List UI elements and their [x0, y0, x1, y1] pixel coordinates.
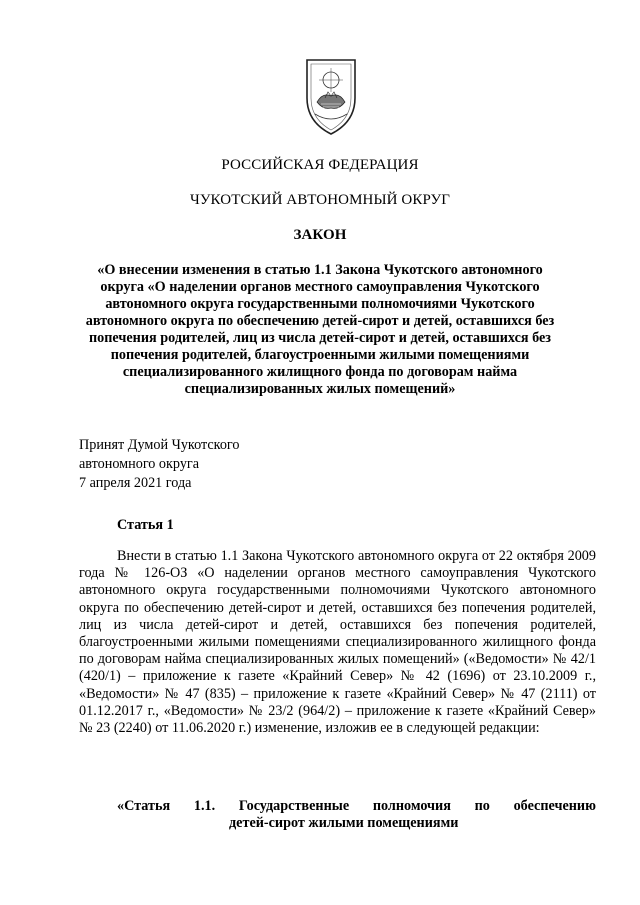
country-name: РОССИЙСКАЯ ФЕДЕРАЦИЯ: [221, 157, 419, 173]
amended-article-word: по: [474, 798, 490, 814]
region-name: ЧУКОТСКИЙ АВТОНОМНЫЙ ОКРУГ: [189, 192, 451, 208]
law-title-line: специализированных жилых помещений»: [184, 381, 456, 397]
adoption-date: 7 апреля 2021 года: [79, 475, 192, 491]
law-title-line: попечения родителей, лиц из числа детей-сирот и детей, оставшихся без: [88, 330, 552, 346]
adoption-line: автономного округа: [79, 456, 200, 472]
adoption-line: Принят Думой Чукотского: [79, 437, 240, 453]
amended-article-word: полномочия: [372, 798, 451, 814]
law-title-line: округа «О наделении органов местного самоуправления Чукотского: [100, 279, 540, 295]
amended-article-word: обеспечению: [513, 798, 596, 814]
article-body: Внести в статью 1.1 Закона Чукотского автономного округа от 22 октября 2009 года № 126-ОЗ «О наделении органов местного самоуправления Чукотского автономного округа государственными полномочиями Чукотского автономного округа по обеспечению детей-сирот и детей, оставшихся без попечения родителей, лиц из числа детей-сирот и детей, оставшихся без попечения родителей, благоустроенными жилыми помещениями специализированного жилищного фонда по договорам найма специализированных жилых помещений» («Ведомости» № 42/1 (420/1) – приложение к газете «Крайний Север» № 42 (1696) от 23.10.2009 г., «Ведомости» № 47 (835) – приложение к газете «Крайний Север» № 47 (2111) от 01.12.2017 г., «Ведомости» № 23/2 (964/2) – приложение к газете «Крайний Север» № 23 (2240) от 11.06.2020 г.) изменение, изложив ее в следующей редакции:: [79, 548, 596, 737]
adoption-info: [79, 436, 239, 493]
document-type: ЗАКОН: [293, 227, 347, 243]
amended-article-prefix: «Статья: [117, 798, 171, 814]
amended-article-title-cont: детей-сирот жилыми помещениями: [229, 815, 459, 832]
amended-article-word: Государственные: [238, 798, 350, 814]
coat-of-arms-icon: [303, 58, 359, 136]
article-heading: Статья 1: [117, 517, 174, 533]
law-title-line: «О внесении изменения в статью 1.1 Закона Чукотского автономного: [97, 262, 543, 278]
amended-article-heading: [117, 798, 596, 833]
law-title: [60, 262, 580, 398]
law-title-line: специализированного жилищного фонда по договорам найма: [122, 364, 518, 380]
amended-article-number: 1.1.: [193, 798, 216, 814]
law-title-line: автономного округа по обеспечению детей-сирот и детей, оставшихся без: [85, 313, 555, 329]
law-title-line: автономного округа государственными полномочиями Чукотского: [105, 296, 535, 312]
law-title-line: попечения родителей, благоустроенными жилыми помещениями: [110, 347, 530, 363]
